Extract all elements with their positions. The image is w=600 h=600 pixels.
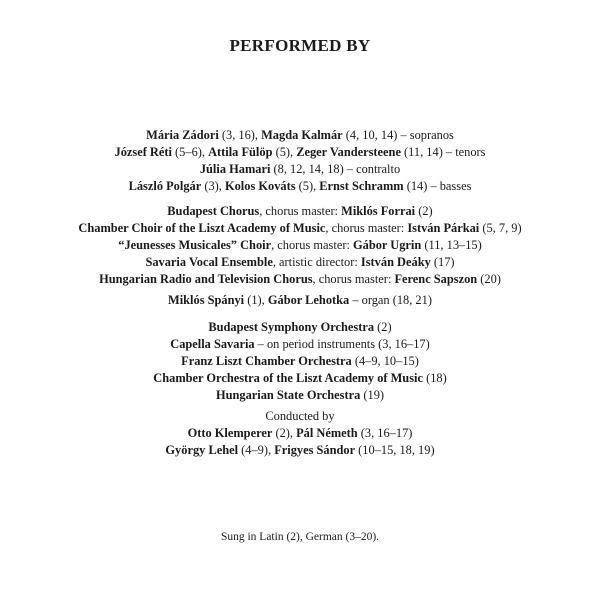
orchestras-section: [0, 319, 600, 404]
credit-detail: , chorus master:: [325, 221, 408, 235]
credit-detail: – organ (18, 21): [349, 293, 432, 307]
performer-name: Hungarian State Orchestra: [215, 388, 361, 402]
performer-name: Ernst Schramm: [319, 179, 404, 193]
performer-name: Frigyes Sándor: [274, 443, 356, 457]
credit-detail: (4–9, 10–15): [351, 354, 419, 368]
footer-note: Sung in Latin (2), German (3–20).: [220, 531, 380, 543]
conductors-credit-line: [0, 442, 600, 459]
performer-name: Budapest Symphony Orchestra: [208, 320, 375, 334]
performer-name: Kolos Kováts: [224, 179, 296, 193]
choirs-section: [0, 203, 600, 288]
credit-detail: (5, 7, 9): [479, 221, 522, 235]
performer-name: Franz Liszt Chamber Orchestra: [181, 354, 352, 368]
credit-detail: (5–6),: [171, 145, 209, 159]
credit-detail: (3, 16),: [218, 128, 262, 142]
performer-name: Gábor Lehotka: [267, 293, 350, 307]
performer-name: Júlia Hamari: [199, 162, 271, 176]
credit-detail: (3),: [201, 179, 225, 193]
credit-detail: (5),: [272, 145, 297, 159]
credit-detail: (20): [477, 272, 501, 286]
credit-detail: Conducted by: [265, 409, 335, 423]
credit-detail: (8, 12, 14, 18) – contralto: [270, 162, 401, 176]
orchestras-credit-line: [0, 370, 600, 387]
soloists-section: [0, 127, 600, 195]
orchestras-credit-line: [0, 353, 600, 370]
choirs-credit-line: [0, 203, 600, 220]
orchestras-credit-line: [0, 336, 600, 353]
soloists-credit-line: [0, 144, 600, 161]
soloists-credit-line: [0, 161, 600, 178]
credit-detail: (4, 10, 14) – sopranos: [342, 128, 454, 142]
performer-name: Chamber Orchestra of the Liszt Academy of Music: [153, 371, 423, 385]
credit-detail: (19): [360, 388, 385, 402]
performer-name: Magda Kalmár: [261, 128, 343, 142]
credit-detail: (2),: [272, 426, 297, 440]
credit-detail: , chorus master:: [259, 204, 342, 218]
organ-credit-line: [0, 292, 600, 309]
credit-detail: (3, 16–17): [357, 426, 413, 440]
orchestras-credit-line: [0, 319, 600, 336]
performer-name: György Lehel: [165, 443, 239, 457]
credit-detail: , chorus master:: [312, 272, 395, 286]
choirs-credit-line: [0, 271, 600, 288]
credit-detail: (2): [415, 204, 433, 218]
organists-section: [0, 292, 600, 309]
credit-detail: (11, 14) – tenors: [400, 145, 486, 159]
soloists-credit-line: [0, 127, 600, 144]
credit-detail: (5),: [295, 179, 320, 193]
credit-detail: (11, 13–15): [421, 238, 482, 252]
page-title: PERFORMED BY: [229, 36, 371, 55]
credit-detail: , artistic director:: [272, 255, 361, 269]
credit-detail: (14) – basses: [403, 179, 472, 193]
credit-detail: , chorus master:: [271, 238, 353, 252]
performer-name: Mária Zádori: [146, 128, 219, 142]
orchestras-credit-line: [0, 387, 600, 404]
performer-name: István Párkai: [407, 221, 480, 235]
conductors-credit-line: [0, 408, 600, 425]
credit-detail: (18): [422, 371, 447, 385]
choirs-credit-line: [0, 254, 600, 271]
credit-detail: (10–15, 18, 19): [355, 443, 435, 457]
performer-name: Miklós Spányi: [168, 293, 245, 307]
choirs-credit-line: [0, 237, 600, 254]
performer-name: Hungarian Radio and Television Chorus: [99, 272, 313, 286]
performer-name: László Polgár: [128, 179, 202, 193]
performer-name: Chamber Choir of the Liszt Academy of Music: [78, 221, 326, 235]
performer-name: Savaria Vocal Ensemble: [145, 255, 273, 269]
soloists-credit-line: [0, 178, 600, 195]
performer-name: Miklós Forrai: [341, 204, 416, 218]
performer-name: István Deáky: [360, 255, 431, 269]
performer-name: Budapest Chorus: [167, 204, 260, 218]
credit-detail: (2): [374, 320, 392, 334]
credit-detail: (1),: [244, 293, 268, 307]
performer-name: József Réti: [114, 145, 172, 159]
credit-detail: (4–9),: [238, 443, 275, 457]
performer-name: Otto Klemperer: [187, 426, 273, 440]
performer-name: Zeger Vandersteene: [296, 145, 401, 159]
performer-name: Gábor Ugrin: [353, 238, 422, 252]
performer-name: Pál Németh: [296, 426, 358, 440]
performer-name: Capella Savaria: [170, 337, 255, 351]
performer-name: Attila Fülöp: [208, 145, 273, 159]
choirs-credit-line: [0, 220, 600, 237]
performer-name: Ferenc Sapszon: [394, 272, 478, 286]
credit-detail: (17): [430, 255, 455, 269]
conductors-section: [0, 408, 600, 459]
credit-detail: – on period instruments (3, 16–17): [254, 337, 430, 351]
performer-name: “Jeunesses Musicales” Choir: [118, 238, 272, 252]
conductors-credit-line: [0, 425, 600, 442]
